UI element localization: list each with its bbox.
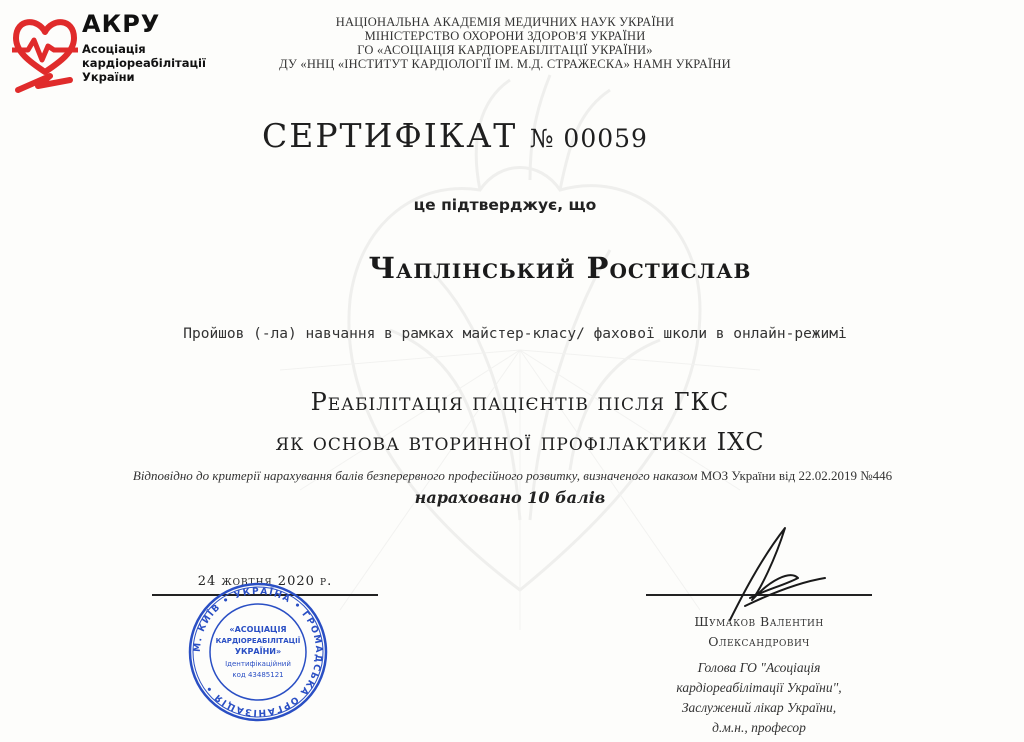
course-title-line-1: Реабілітація пацієнтів після ГКС [310,388,730,416]
points-awarded: нараховано 10 балів [414,488,606,507]
issue-date: 24 жовтня 2020 р. [197,574,333,589]
header-line: МІНІСТЕРСТВО ОХОРОНИ ЗДОРОВ'Я УКРАЇНИ [364,29,646,43]
signer-position-line: Заслужений лікар України, [681,700,837,715]
criteria-order-reference: МОЗ України від 22.02.2019 №446 [700,468,893,483]
certificate-number: № 00059 [529,124,648,153]
criteria-text: Відповідно до критерії нарахування балів безперервного професійного розвитку, визначеного наказом [132,468,698,483]
header-line: ГО «АСОЦІАЦІЯ КАРДІОРЕАБІЛІТАЦІЇ УКРАЇНИ» [357,43,653,57]
heart-pulse-icon [10,10,80,96]
issuing-institutions-header [200,15,810,71]
completion-statement: Пройшов (-ла) навчання в рамках майстер-класу/ фахової школи в онлайн-режимі [183,326,847,342]
criteria-statement [40,468,985,484]
logo-abbreviation: АКРУ [82,10,161,38]
stamp-inner-line: «АСОЦІАЦІЯ [229,625,287,634]
stamp-inner-line: УКРАЇНИ» [234,647,282,656]
recipient-name: Чаплінський Ростислав [368,251,752,285]
header-line: ДУ «ННЦ «ІНСТИТУТ КАРДІОЛОГІЇ ІМ. М.Д. СТРАЖЕСКА» НАМН УКРАЇНИ [279,57,731,71]
organization-logo [10,10,210,100]
signer-position-line: Голова ГО "Асоціація [697,660,821,675]
signer-position [646,658,872,738]
confirms-text: це підтверджує, що [413,196,597,214]
signer-position-line: д.м.н., професор [712,720,806,735]
course-title-line-2: як основа вторинної профілактики ІХС [275,428,765,456]
stamp-inner-line: код 43485121 [232,671,284,679]
signer-name [646,612,872,652]
certificate-title [200,116,710,155]
stamp-inner-line: КАРДІОРЕАБІЛІТАЦІЇ [215,637,301,645]
logo-organization-name: Асоціація кардіореабілітації України [82,42,206,84]
signer-name-line: Олександрович [708,634,810,649]
stamp-inner-line: Ідентифікаційний [225,660,291,668]
signer-name-line: Шумаков Валентин [694,614,824,629]
header-line: НАЦІОНАЛЬНА АКАДЕМІЯ МЕДИЧНИХ НАУК УКРАЇНИ [335,15,675,29]
certificate-title-word: СЕРТИФІКАТ [262,116,518,155]
stamp-outer-text: М. КИЇВ • УКРАЇНА • ГРОМАДСЬКА ОРГАНІЗАЦІЯ • [192,586,324,718]
organization-stamp [188,582,328,722]
signer-position-line: кардіореабілітації України", [676,680,842,695]
